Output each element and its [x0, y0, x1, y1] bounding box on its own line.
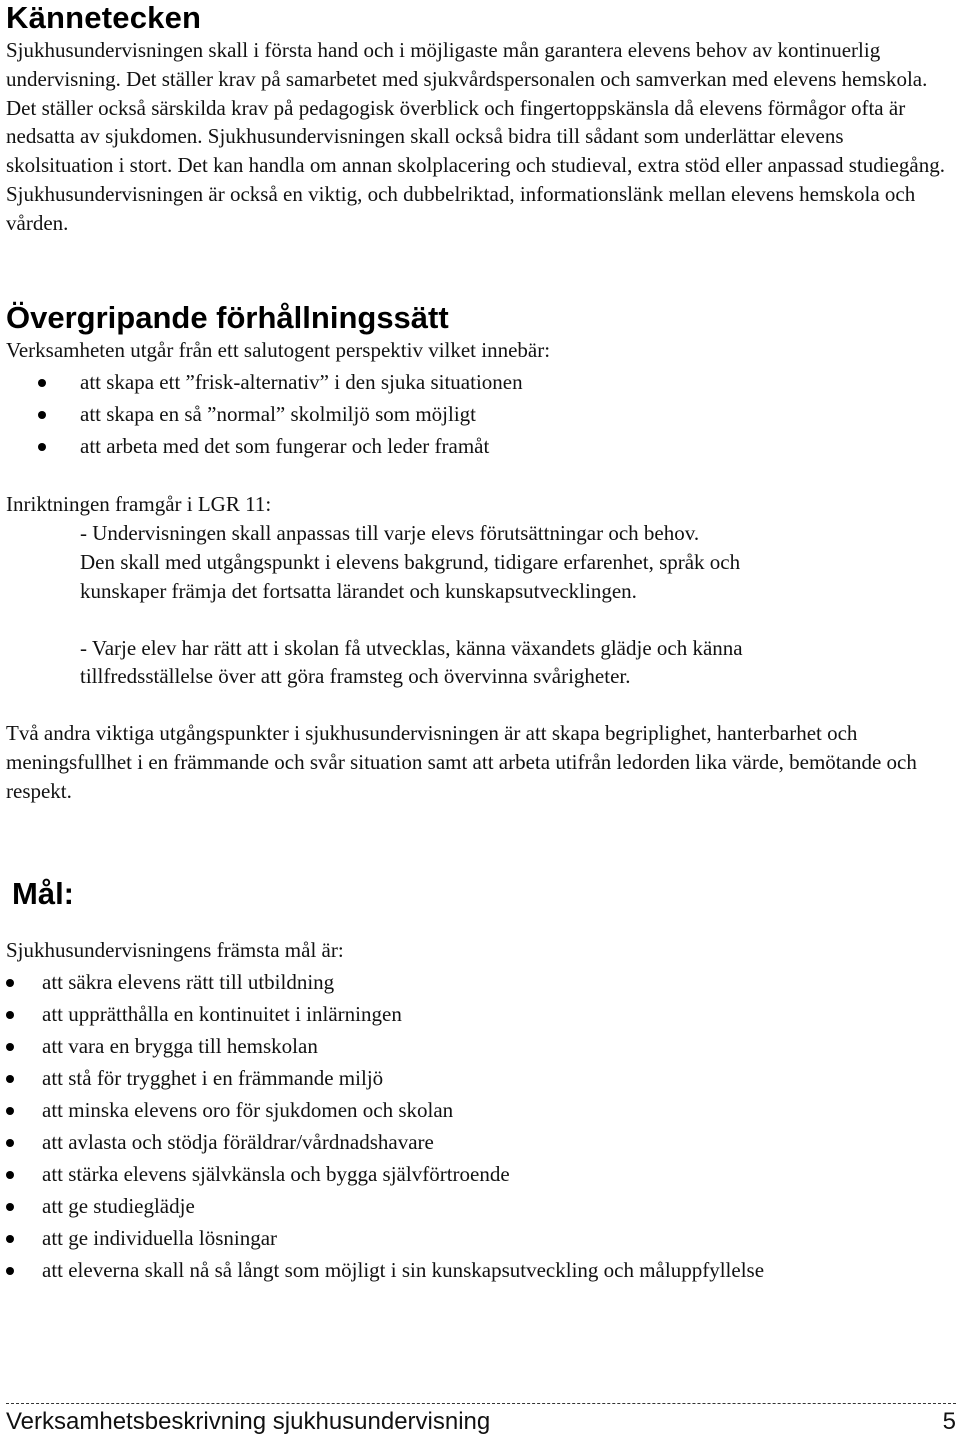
document-page [6, 0, 956, 1286]
list-item: att skapa ett ”frisk-alternativ” i den sjuka situationen [6, 366, 956, 398]
list-item: att stå för trygghet i en främmande miljö [6, 1062, 956, 1094]
lgr-quote-2: - Varje elev har rätt att i skolan få utvecklas, känna växandets glädje och känna tillfredsställelse över att göra framsteg och övervinna svårigheter. [80, 635, 743, 689]
list-item: att avlasta och stödja föräldrar/vårdnadshavare [6, 1126, 956, 1158]
bullet-icon [6, 1075, 14, 1083]
overgripande-closing: Två andra viktiga utgångspunkter i sjukhusundervisningen är att skapa begriplighet, hanterbarhet och meningsfullhet i en främmande och svår situation samt att arbeta utifrån ledorden lika värde, bemötande och respekt. [6, 721, 917, 803]
list-item: att eleverna skall nå så långt som möjligt i sin kunskapsutveckling och måluppfyllelse [6, 1254, 956, 1286]
list-item: att säkra elevens rätt till utbildning [6, 966, 956, 998]
overgripande-intro: Verksamheten utgår från ett salutogent perspektiv vilket innebär: [6, 337, 551, 362]
list-item: att ge individuella lösningar [6, 1222, 956, 1254]
list-item: att stärka elevens självkänsla och bygga självförtroende [6, 1158, 956, 1190]
bullet-icon [6, 979, 14, 987]
bullet-icon [6, 1043, 14, 1051]
page-number: 5 [942, 1408, 956, 1435]
bullet-icon [6, 1139, 14, 1147]
overgripande-bullet-list [6, 366, 956, 462]
page-footer [6, 1406, 956, 1438]
bullet-icon [6, 1267, 14, 1275]
bullet-icon [6, 1011, 14, 1019]
bullet-icon [6, 1235, 14, 1243]
footer-title: Verksamhetsbeskrivning sjukhusundervisning [6, 1408, 491, 1435]
list-item: att ge studieglädje [6, 1190, 956, 1222]
list-item: att vara en brygga till hemskolan [6, 1030, 956, 1062]
section-heading-mal: Mål: [12, 875, 74, 911]
bullet-icon [38, 379, 46, 387]
bullet-icon [6, 1203, 14, 1211]
section-heading-overgripande: Övergripande förhållningssätt [6, 299, 449, 335]
mal-intro: Sjukhusundervisningens främsta mål är: [6, 937, 344, 962]
bullet-icon [38, 443, 46, 451]
list-item: att minska elevens oro för sjukdomen och skolan [6, 1094, 956, 1126]
list-item: att upprätthålla en kontinuitet i inlärningen [6, 998, 956, 1030]
section-heading-kannetecken: Kännetecken [6, 0, 202, 35]
mal-bullet-list [6, 966, 956, 1286]
kannetecken-paragraph: Sjukhusundervisningen skall i första hand och i möjligaste mån garantera elevens behov av kontinuerlig undervisning. Det ställer krav på samarbetet med sjukvårdspersonalen och samverkan med elevens hemskola. Det ställer också särskilda krav på pedagogisk överblick och fingertoppskänsla då elevens förmågor ofta är nedsatta av sjukdomen. Sjukhusundervisningen skall också bidra till sådant som underlättar elevens skolsituation i stort. Det kan handla om annan skolplacering och studieval, extra stöd eller anpassad studiegång. Sjukhusundervisningen är också en viktig, och dubbelriktad, informationslänk mellan elevens hemskola och vården. [6, 38, 945, 235]
bullet-icon [6, 1107, 14, 1115]
list-item: att arbeta med det som fungerar och leder framåt [6, 430, 956, 462]
lgr-quote-1-first-line: - Undervisningen skall anpassas till varje elevs förutsättningar och behov. [80, 521, 700, 546]
bullet-icon [38, 411, 46, 419]
footer-divider [6, 1403, 956, 1404]
lgr-quote-1-rest: Den skall med utgångspunkt i elevens bakgrund, tidigare erfarenhet, språk och kunskaper främja det fortsatta lärandet och kunskapsutvecklingen. [80, 549, 741, 603]
list-item: att skapa en så ”normal” skolmiljö som möjligt [6, 398, 956, 430]
lgr-intro: Inriktningen framgår i LGR 11: [6, 492, 272, 517]
bullet-icon [6, 1171, 14, 1179]
